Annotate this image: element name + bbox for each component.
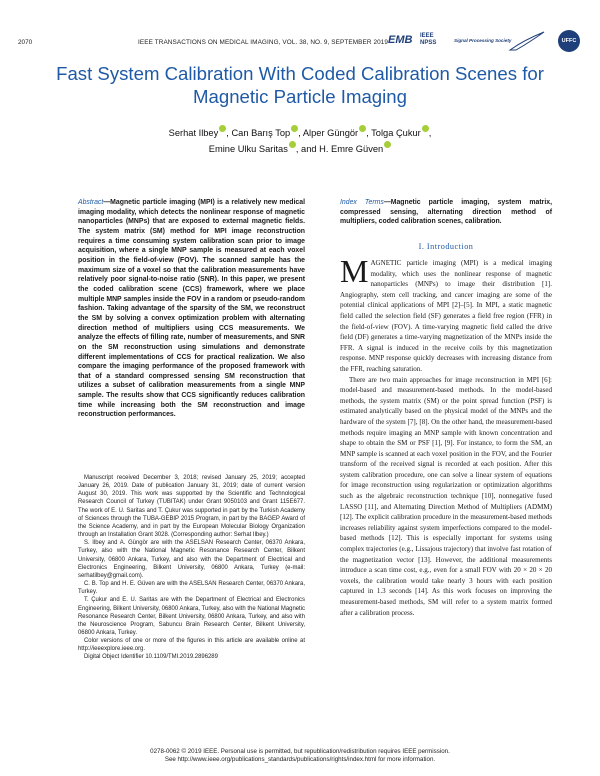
uffc-logo: UFFC — [558, 30, 580, 52]
footnote-manuscript: Manuscript received December 3, 2018; revised January 25, 2019; accepted January 26, 2019. Date of publication January 31, 2019; date of current version August 30, 2019. This work was supported by the Scientific and Technological Research Council of Turkey (TUBITAK) under Grant 9050103 and Grant 115E677. The work of E. U. Saritas and T. Çukur was supported in part by the Turkish Academy of Sciences through the TUBA-GEBIP 2015 Program, in part by the BAGEP Award of the Science Academy, and in part by the European Molecular Biology Organization through an Installation Grant 3028. (Corresponding author: Serhat Ilbey.) — [78, 475, 305, 539]
orcid-icon[interactable] — [219, 125, 226, 132]
section-heading: I. Introduction — [418, 242, 474, 251]
copyright-notice — [60, 748, 540, 764]
author-line-1: Serhat Ilbey , Can Barış Top , Alper Güngör , Tolga Çukur , — [60, 125, 540, 141]
abstract — [78, 198, 305, 420]
footnote-doi: Digital Object Identifier 10.1109/TMI.2019.2896289 — [84, 654, 218, 661]
signal-processing-logo: Signal Processing Society — [454, 38, 512, 43]
orcid-icon[interactable] — [384, 141, 391, 148]
author-name: Tolga Çukur — [371, 128, 421, 138]
abstract-label: Abstract — [78, 199, 104, 206]
abstract-text: —Magnetic particle imaging (MPI) is a relatively new medical imaging modality, which detects the nonlinear response of magnetic nanoparticles (MNPs) that are exposed to external magnetic fields. The system matrix (SM) method for MPI image reconstruction requires a time consuming system calibration scan prior to image acquisition, where a single MNP sample is measured at each voxel position in the field-of-view (FOV). The scanned sample has the maximum size of a voxel so that the calibration measurements have relatively poor signal-to-noise ratio (SNR). In this paper, we present the coded calibration scene (CCS) framework, where we place multiple MNP samples inside the FOV in a random or pseudo-random fashion. Taking advantage of the sparsity of the SM, we reconstruct the SM by solving a convex optimization problem with alternating direction method of multipliers using CCS measurements. We analyze the effects of filling rate, number of measurements, and SNR on the SM reconstruction using simulations and demonstrate different implementations of CCS for practical realization. We also compare the imaging performance of the proposed framework with that of a standard compressed sensing SM reconstruction that utilizes a subset of calibration measurements from a single MNP sample. The results show that CCS significantly reduces calibration time while increasing both the SM reconstruction and image reconstruction performances. — [78, 199, 305, 419]
author-list — [60, 125, 540, 157]
intro-paragraph-2: There are two main approaches for image reconstruction in MPI [6]: model-based and measurement-based methods. In the model-based methods, the system matrix (SM) or the point spread function (PSF) is estimated analytically based on the physical model of the MNPs and the hardware of the system [7], [8]. On the other hand, the measurement-based methods require imaging an MNP sample with known concentration and shape to obtain the SM or PSF [1], [9]. For instance, to form the SM, an MNP sample is scanned at each voxel position in the FOV, and the Fourier transform of the received signal is recorded at each position. After this system calibration procedure, one can solve a linear system of equations for image reconstruction using regularization or optimization algorithms such as the algebraic reconstruction technique [10], nonnegative fused LASSO [11], and Alternating Direction Method of Multipliers (ADMM) [12]. The explicit calibration procedure in the measurement-based methods increases reliability against system imperfections compared to the model-based methods [12]. This is especially important for systems using complex trajectories (e.g., Lissajous trajectory) that involve fast rotation of the magnetization vector [13]. However, the additional measurements introduce a scan time cost, e.g., even for a small FOV with 20 × 20 × 20 voxels, the calibration would take nearly 3 hours with each position captured in 1.3 seconds [14]. As this work focuses on improving the measurement-based methods, SM will refer to a system matrix formed after a calibration process. — [340, 375, 552, 617]
orcid-icon[interactable] — [422, 125, 429, 132]
ieee-npss-logo: IEEE NPSS — [420, 33, 437, 46]
author-name: and H. Emre Güven — [301, 144, 384, 154]
orcid-icon[interactable] — [291, 125, 298, 132]
footnote-color: Color versions of one or more of the figures in this article are available online at http://ieeexplore.ieee.org. — [78, 638, 305, 653]
copyright-line-1: 0278-0062 © 2019 IEEE. Personal use is permitted, but republication/redistribution requires IEEE permission. — [150, 748, 450, 755]
intro-paragraph-1: AGNETIC particle imaging (MPI) is a medical imaging modality, which uses the nonlinear response of magnetic nanoparticles (MNPs) to image their distribution [1]. Angiography, stem cell tracking, and cancer imaging are some of the potential clinical applications of MPI [2]–[5]. In MPI, a static magnetic field called the selection field (SF) generates a field free region (FFR) in the field-of-view (FOV). A time-varying magnetic field called the drive field (DF) generates a time-varying magnetization of the MNPs inside the FFR. A signal is induced in the receive coils by this magnetization response. MNP response quickly decreases with increasing distance from the FFR, reaching saturation. — [340, 259, 552, 373]
index-terms-text: —Magnetic particle imaging, system matrix, compressed sensing, alternating direction method of multipliers, coded calibration scenes, calibration. — [340, 199, 552, 226]
orcid-icon[interactable] — [289, 141, 296, 148]
index-terms — [340, 198, 552, 227]
author-line-2: Emine Ulku Saritas , and H. Emre Güven — [60, 141, 540, 157]
author-name: Emine Ulku Saritas — [208, 144, 288, 154]
footnote-affiliation: C. B. Top and H. E. Güven are with the ASELSAN Research Center, 06370 Ankara, Turkey. — [78, 581, 305, 596]
author-name: Alper Güngör — [302, 128, 359, 138]
feather-logo-icon — [508, 30, 546, 52]
author-name: Serhat Ilbey — [168, 128, 219, 138]
page-number: 2070 — [18, 39, 33, 46]
society-logos — [388, 30, 584, 54]
author-name: Can Barış Top — [231, 128, 291, 138]
journal-line: IEEE TRANSACTIONS ON MEDICAL IMAGING, VOL. 38, NO. 9, SEPTEMBER 2019 — [138, 39, 389, 46]
drop-cap: M — [340, 253, 369, 289]
footnotes — [78, 474, 305, 662]
index-terms-label: Index Terms — [340, 199, 384, 206]
footnote-affiliation: S. Ilbey and A. Güngör are with the ASELSAN Research Center, 06370 Ankara, Turkey, also with the National Magnetic Resonance Research Center, Bilkent University, 06800 Ankara, Turkey, and also with the Department of Electrical and Electronics Engineering, Bilkent University, 06800 Ankara, Turkey (e-mail: serhatilbey@gmail.com). — [78, 540, 305, 579]
introduction-body — [340, 253, 552, 618]
orcid-icon[interactable] — [359, 125, 366, 132]
footnote-affiliation: T. Çukur and E. U. Saritas are with the Department of Electrical and Electronics Engineering, Bilkent University, 06800 Ankara, Turkey, also with the National Magnetic Resonance Research Center, Bilkent University, 06800 Ankara, Turkey, and also with the Neuroscience Program, Sabuncu Brain Research Center, Bilkent University, 06800 Ankara, Turkey. — [78, 597, 305, 636]
emb-logo: EMB — [388, 34, 413, 46]
copyright-line-2: See http://www.ieee.org/publications_standards/publications/rights/index.html for more information. — [164, 756, 436, 764]
paper-title: Fast System Calibration With Coded Calibration Scenes for Magnetic Particle Imaging — [56, 63, 544, 107]
